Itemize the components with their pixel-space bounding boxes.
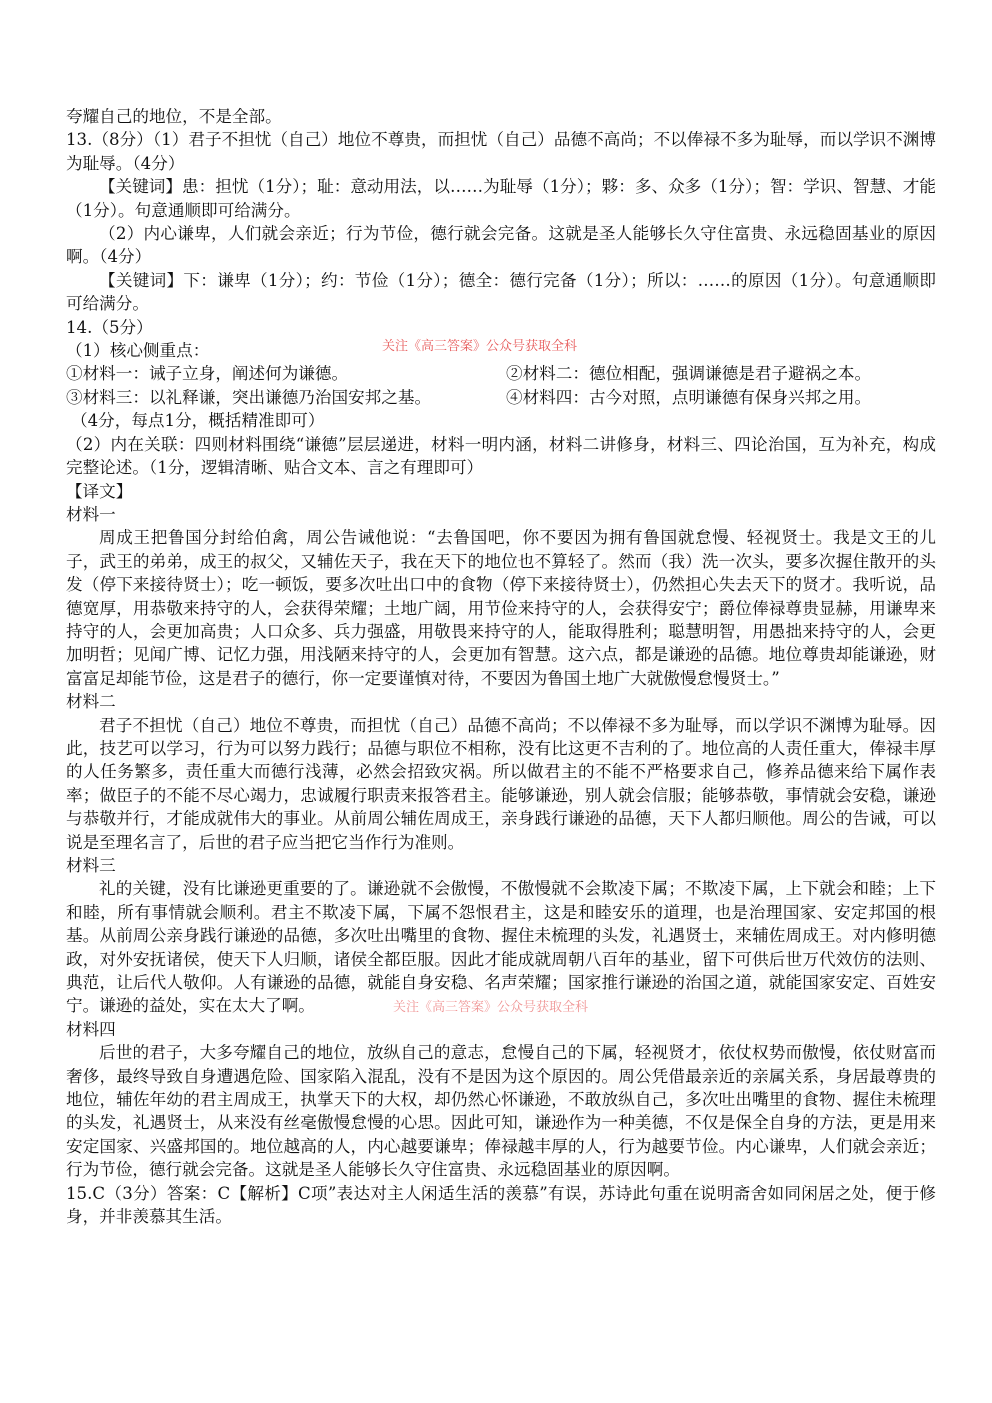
answer-content (66, 105, 936, 1229)
q13-keywords-1: 【关键词】患：担忧（1分）；耻：意动用法，以……为耻辱（1分）；夥：多、众多（1分）；智：学识、智慧、才能（1分）。句意通顺即可给满分。 (66, 177, 936, 220)
translation-section (66, 480, 936, 1182)
q12-tail-text: 夸耀自己的地位，不是全部。 (66, 107, 282, 126)
q14-core-heading: （1）核心侧重点： (66, 341, 210, 361)
question-15-section (66, 1182, 936, 1229)
material-3-text: 礼的关键，没有比谦逊更重要的了。谦逊就不会傲慢，不傲慢就不会欺凌下属；不欺凌下属，上下就会和睦；上下和睦，所有事情就会顺利。君主不欺凌下属，下属不怨恨君主，这是和睦安乐的道理，也是治理国家、安定邦国的根基。从前周公亲身践行谦逊的品德，多次吐出嘴里的食物、握住未梳理的头发，礼遇贤士，来辅佐周成王。对内修明德政，对外安抚诸侯，使天下人归顺，诸侯全都臣服。因此才能成就周朝八百年的基业，留下可供后世万代效仿的法则、典范，让后代人敬仰。人有谦逊的品德，就能自身安稳、名声荣耀；国家推行谦逊的治国之道，就能国家安定、百姓安宁。谦逊的益处，实在太大了啊。 (66, 879, 936, 1016)
q14-points-row-1 (66, 362, 936, 385)
material-2-title: 材料二 (66, 692, 116, 712)
translation-heading: 【译文】 (66, 481, 133, 501)
q14-relation: （2）内在关联：四则材料围绕“谦德”层层递进，材料一明内涵，材料二讲修身，材料三、四论治国，互为补充，构成完整论述。（1分，逻辑清晰、贴合文本、言之有理即可） (66, 434, 936, 478)
q13-answer-1: 13.（8分）（1）君子不担忧（自己）地位不尊贵，而担忧（自己）品德不高尚；不以俸禄不多为耻辱，而以学识不渊博为耻辱。（4分） (66, 130, 936, 173)
material-3-title: 材料三 (66, 856, 116, 875)
question-13-section (66, 128, 936, 315)
watermark-middle: 关注《高三答案》公众号获取全科 (393, 1000, 589, 1015)
q14-point-1: ①材料一：诫子立身，阐述何为谦德。 (66, 364, 349, 384)
material-1-text: 周成王把鲁国分封给伯禽，周公告诫他说：“去鲁国吧，你不要因为拥有鲁国就怠慢、轻视贤士。我是文王的儿子，武王的弟弟，成王的叔父，又辅佐天子，我在天下的地位也不算轻了。然而（我）洗一次头，要多次握住散开的头发（停下来接待贤士）；吃一顿饭，要多次吐出口中的食物（停下来接待贤士），仍然担心失去天下的贤才。我听说，品德宽厚，用恭敬来持守的人，会获得荣耀；土地广阔，用节俭来持守的人，会获得安宁；爵位俸禄尊贵显赫，用谦卑来持守的人，会更加高贵；人口众多、兵力强盛，用敬畏来持守的人，能取得胜利；聪慧明智，用愚拙来持守的人，会更加明哲；见闻广博、记忆力强，用浅陋来持守的人，会更加有智慧。这六点，都是谦逊的品德。地位尊贵却能谦逊，财富富足却能节俭，这是君子的德行，你一定要谨慎对待，不要因为鲁国土地广大就傲慢怠慢贤士。” (66, 528, 936, 688)
material-4-text: 后世的君子，大多夸耀自己的地位，放纵自己的意志，怠慢自己的下属，轻视贤才，依仗权势而傲慢，依仗财富而奢侈，最终导致自身遭遇危险、国家陷入混乱，没有不是因为这个原因的。周公凭借最亲近的亲属关系，身居最尊贵的地位，辅佐年幼的君主周成王，执掌天下的大权，却仍然心怀谦逊，不敢放纵自己，多次吐出嘴里的食物、握住未梳理的头发，礼遇贤士，从来没有丝毫傲慢怠慢的心思。因此可知，谦逊作为一种美德，不仅是保全自身的方法，更是用来安定国家、兴盛邦国的。地位越高的人，内心越要谦卑；俸禄越丰厚的人，行为越要节俭。内心谦卑，人们就会亲近；行为节俭，德行就会完备。这就是圣人能够长久守住富贵、永远稳固基业的原因啊。 (66, 1043, 936, 1180)
q14-points-row-2 (66, 386, 936, 409)
q13-answer-2: （2）内心谦卑，人们就会亲近；行为节俭，德行就会完备。这就是圣人能够长久守住富贵、永远稳固基业的原因啊。（4分） (66, 224, 936, 267)
q14-point-3: ③材料三：以礼释谦，突出谦德乃治国安邦之基。 (66, 387, 432, 407)
material-4-title: 材料四 (66, 1019, 116, 1039)
q14-point-4: ④材料四：古今对照，点明谦德有保身兴邦之用。 (506, 387, 872, 407)
material-2-text: 君子不担忧（自己）地位不尊贵，而担忧（自己）品德不高尚；不以俸禄不多为耻辱，而以学识不渊博为耻辱。因此，技艺可以学习，行为可以努力践行；品德与职位不相称，没有比这更不吉利的了。地位高的人责任重大，俸禄丰厚的人任务繁多，责任重大而德行浅薄，必然会招致灾祸。所以做君主的不能不严格要求自己，修养品德来给下属作表率；做臣子的不能不尽心竭力，忠诚履行职责来报答君主。能够谦逊，别人就会信服；能够恭敬，事情就会安稳，谦逊与恭敬并行，才能成就伟大的事业。从前周公辅佐周成王，亲身践行谦逊的品德，天下人都归顺他。周公的告诫，可以说是至理名言了，后世的君子应当把它当作行为准则。 (66, 715, 936, 852)
material-1-title: 材料一 (66, 504, 116, 524)
watermark-top: 关注《高三答案》公众号获取全科 (382, 339, 578, 354)
q15-answer: 15.C（3分）答案：C【解析】C项”表达对主人闲适生活的羡慕”有误，苏诗此句重在说明斋舍如同闲居之处，便于修身，并非羡慕其生活。 (66, 1183, 936, 1227)
q14-title: 14.（5分） (66, 317, 153, 337)
q14-point-2: ②材料二：德位相配，强调谦德是君子避祸之本。 (506, 364, 872, 384)
q14-score-note: （4分，每点1分，概括精准即可） (71, 411, 325, 431)
q13-keywords-2: 【关键词】下：谦卑（1分）；约：节俭（1分）；德全：德行完备（1分）；所以：……的原因（1分）。句意通顺即可给满分。 (66, 270, 936, 314)
